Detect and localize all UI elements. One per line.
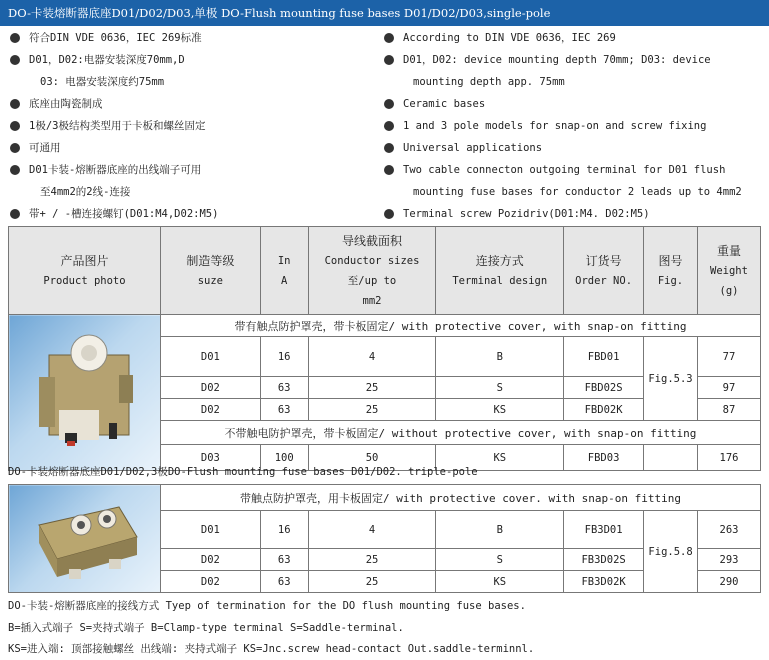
col-header-terminal: 连接方式 Terminal design bbox=[436, 227, 564, 315]
table-header-row bbox=[9, 227, 761, 315]
spec-table-triple-pole bbox=[8, 484, 761, 593]
page-title-bar bbox=[0, 0, 769, 26]
group-title-triple-pole: 带触点防护罩壳，用卡板固定/ with protective cover. with snap-on fitting bbox=[160, 485, 760, 511]
bullet-icon bbox=[10, 121, 20, 131]
bullet-icon bbox=[384, 121, 394, 131]
group-title-row bbox=[9, 315, 761, 337]
group-title-row bbox=[9, 485, 761, 511]
bullet-icon bbox=[384, 99, 394, 109]
table-row: D02 63 25 KS FB3D02K 290 bbox=[9, 571, 761, 593]
bullet-icon bbox=[384, 209, 394, 219]
bullet-icon bbox=[384, 55, 394, 65]
table-row: D02 63 25 S FB3D02S 293 bbox=[9, 549, 761, 571]
bullet-icon bbox=[10, 55, 20, 65]
triple-pole-caption: DO-卡装熔断器底座D01/D02,3极DO-Flush mounting fuse bases D01/D02. triple-pole bbox=[8, 466, 478, 478]
table-row: D03 100 50 KS FBD03 176 bbox=[9, 445, 761, 471]
group-title-without-cover: 不带触电防护罩壳，带卡板固定/ without protective cover, with snap-on fitting bbox=[160, 421, 760, 445]
page-title: DO-卡装熔断器底座D01/D02/D03,单极 DO-Flush mounting fuse bases D01/D02/D03,single-pole bbox=[8, 6, 551, 20]
col-header-photo: 产品图片 Product photo bbox=[9, 227, 161, 315]
footnote-termination: DO-卡装-熔断器底座的接线方式 Tyep of termination for the DO flush mounting fuse bases. bbox=[8, 600, 526, 612]
col-header-conductor: 导线截面积 Conductor sizes 至/up to mm2 bbox=[308, 227, 436, 315]
fuse-base-triple-pole-image bbox=[9, 485, 159, 589]
bullet-icon bbox=[384, 143, 394, 153]
footnote-ks: KS=进入端: 顶部接触螺丝 出线端: 夹持式端子 KS=Jnc.screw head-contact Out.saddle-terminnl. bbox=[8, 643, 535, 655]
col-header-order: 订货号 Order NO. bbox=[564, 227, 644, 315]
bullet-icon bbox=[10, 33, 20, 43]
table-row: D01 16 4 B FBD01 Fig.5.3 77 bbox=[9, 337, 761, 377]
table-row: D02 63 25 S FBD02S 97 bbox=[9, 377, 761, 399]
col-header-in: In A bbox=[260, 227, 308, 315]
spec-table-single-pole bbox=[8, 226, 761, 471]
group-title-with-cover: 带有触点防护罩壳，带卡板固定/ with protective cover, with snap-on fitting bbox=[160, 315, 760, 337]
bullet-icon bbox=[10, 143, 20, 153]
product-photo-triple-pole bbox=[9, 485, 161, 593]
table-row: D01 16 4 B FB3D01 Fig.5.8 263 bbox=[9, 511, 761, 549]
col-header-fig: 图号 Fig. bbox=[644, 227, 698, 315]
product-photo-single-pole bbox=[9, 315, 161, 471]
bullet-icon bbox=[10, 165, 20, 175]
bullet-icon bbox=[10, 99, 20, 109]
bullet-icon bbox=[384, 33, 394, 43]
fuse-base-single-pole-image bbox=[9, 315, 159, 467]
col-header-size: 制造等级 suze bbox=[160, 227, 260, 315]
table-row: D02 63 25 KS FBD02K 87 bbox=[9, 399, 761, 421]
bullet-icon bbox=[384, 165, 394, 175]
col-header-weight: 重量 Weight (g) bbox=[697, 227, 760, 315]
fig-cell: Fig.5.3 bbox=[644, 337, 698, 421]
footnote-terminal-types: B=插入式端子 S=夹持式端子 B=Clamp-type terminal S=Saddle-terminal. bbox=[8, 622, 404, 634]
bullet-icon bbox=[10, 209, 20, 219]
fig-cell: Fig.5.8 bbox=[644, 511, 698, 593]
feature-list: 符合DIN VDE 0636，IEC 269标准 D01，D02:电器安装深度70mm,D 03: 电器安装深度约75mm 底座由陶瓷制成 1极/3极结构类型用于卡板和螺丝固定 可通用 D01卡装-熔断器底座的出线端子可用 至4mm2的2线-连接 带+ / -槽连接螺钉(D01:M4,D02:M5) According to DIN VDE 0636，IEC 269 D01，D02: device mounting depth 70mm; D03: device mounting depth app. 75mm Ceramic bases 1 and 3 pole models for snap-on and screw fixing Universal applications Two cable connecton outgoing terminal for D01 flush mounting fuse bases for conductor 2 leads up to 4mm2 Terminal screw Pozidriv(D01:M4. D02:M5) bbox=[0, 26, 769, 226]
